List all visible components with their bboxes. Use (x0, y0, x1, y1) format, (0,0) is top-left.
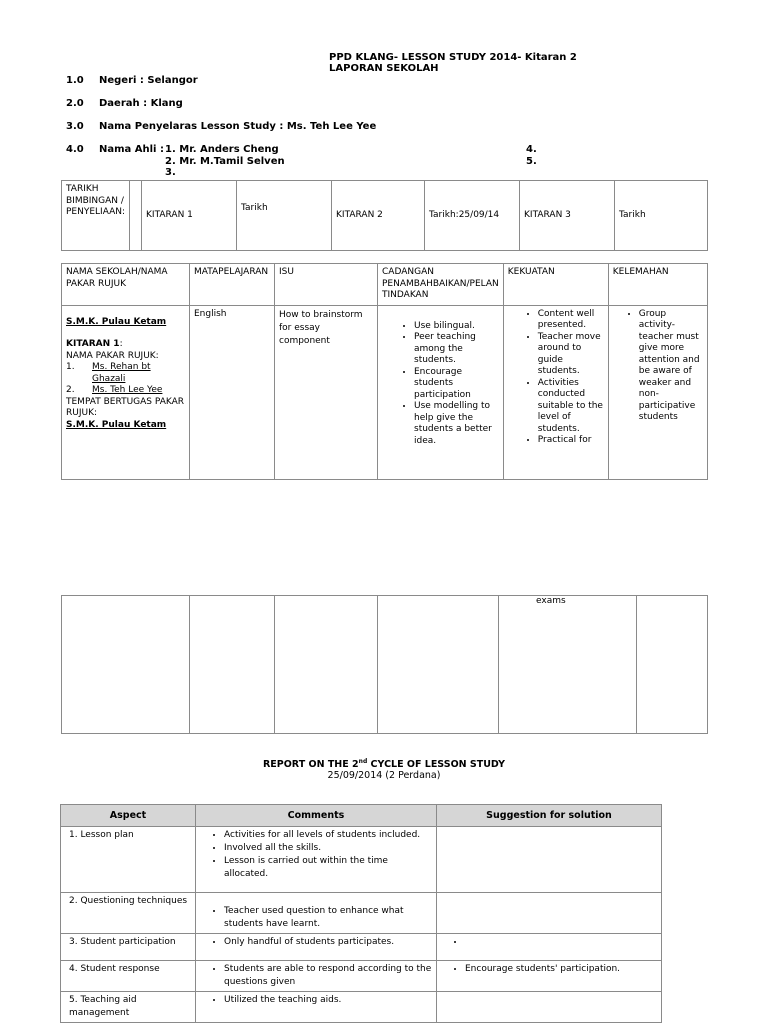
tarikh-2: Tarikh:25/09/14 (425, 181, 520, 251)
list-item: • Teacher used question to enhance what students have learnt. (224, 905, 432, 931)
header-cell: MATAPELAJARAN (190, 264, 275, 306)
main-table (61, 263, 708, 480)
report-title-sup: nd (358, 758, 368, 765)
kekuatan-cont: exams (499, 596, 637, 734)
ahli-3: 3. (165, 167, 176, 178)
list-item: • Involved all the skills. (224, 842, 432, 855)
school-name: S.M.K. Pulau Ketam (66, 316, 167, 327)
item-number: 1.0 (66, 75, 84, 86)
list-item: • Lesson is carried out within the time allocated. (224, 855, 432, 881)
report-header: Suggestion for solution (437, 805, 662, 827)
report-header: Aspect (61, 805, 196, 827)
header-cell: CADANGAN PENAMBAHBAIKAN/PELAN TINDAKAN (378, 264, 504, 306)
pakar-label: NAMA PAKAR RUJUK: (66, 350, 159, 361)
list-item (465, 936, 657, 949)
ahli-4: 4. (526, 144, 537, 155)
report-header: Comments (196, 805, 437, 827)
school-cell (62, 305, 190, 479)
ahli-label: Nama Ahli : (99, 144, 164, 155)
empty-cell (62, 596, 190, 734)
colon: : (119, 339, 123, 349)
report-table (60, 804, 662, 1023)
isu-cell: How to brainstorm for essay component (275, 305, 378, 479)
tempat-name: S.M.K. Pulau Ketam (66, 419, 167, 430)
tarikh-3: Tarikh (615, 181, 708, 251)
list-number: 1. (66, 362, 75, 372)
aspect-cell: 4. Student response (61, 961, 196, 992)
table-row (61, 893, 662, 934)
comments-cell (196, 893, 437, 934)
negeri-text: Negeri : Selangor (99, 75, 198, 86)
empty-cell (637, 596, 708, 734)
list-item: • Teacher move around to guide students. (538, 332, 604, 378)
ahli-1: 1. Mr. Anders Cheng (165, 144, 279, 155)
list-item: • Use modelling to help give the students a better idea. (414, 401, 499, 447)
list-item: • Utilized the teaching aids. (224, 994, 432, 1007)
item-number: 4.0 (66, 144, 84, 155)
list-item: • Encourage students' participation. (465, 963, 657, 976)
header-cell: ISU (275, 264, 378, 306)
tempat-label: TEMPAT BERTUGAS PAKAR RUJUK: (66, 396, 185, 418)
report-subtitle: 25/09/2014 (2 Perdana) (327, 770, 441, 781)
schedule-table (61, 180, 708, 251)
report-title-post: CYCLE OF LESSON STUDY (367, 759, 506, 771)
pakar-1: Ms. Rehan bt Ghazali (92, 362, 151, 384)
list-item: • Activities for all levels of students included. (224, 829, 432, 842)
empty-cell (275, 596, 378, 734)
table-row (61, 827, 662, 893)
suggestion-cell (437, 827, 662, 893)
doc-title: PPD KLANG- LESSON STUDY 2014- Kitaran 2 (329, 52, 577, 63)
kekuatan-cell (503, 305, 608, 479)
suggestion-cell (437, 934, 662, 961)
item-number: 2.0 (66, 98, 84, 109)
comments-cell (196, 992, 437, 1023)
ahli-2: 2. Mr. M.Tamil Selven (165, 156, 285, 167)
kelemahan-cell (608, 305, 707, 479)
daerah-text: Daerah : Klang (99, 98, 183, 109)
subject-cell: English (190, 305, 275, 479)
doc-subtitle: LAPORAN SEKOLAH (329, 63, 439, 74)
comments-cell (196, 934, 437, 961)
suggestion-cell (437, 893, 662, 934)
empty-cell (190, 596, 275, 734)
header-cell: KEKUATAN (503, 264, 608, 306)
list-item: • Content well presented. (538, 309, 604, 332)
table-row (61, 961, 662, 992)
ahli-5: 5. (526, 156, 537, 167)
list-item: • Practical for (538, 435, 604, 447)
table-row (61, 992, 662, 1023)
suggestion-cell (437, 992, 662, 1023)
aspect-cell: 3. Student participation (61, 934, 196, 961)
tarikh-1: Tarikh (237, 181, 332, 251)
kitaran-1: KITARAN 1 (142, 181, 237, 251)
schedule-label: TARIKH BIMBINGAN / PENYELIAAN: (62, 181, 130, 251)
suggestion-cell (437, 961, 662, 992)
main-table-continued (61, 595, 708, 734)
list-item: • Activities conducted suitable to the level of students. (538, 378, 604, 436)
comments-cell (196, 961, 437, 992)
item-number: 3.0 (66, 121, 84, 132)
list-item: • Group activity- teacher must give more attention and be aware of weaker and non-participative students (639, 309, 703, 424)
header-cell: KELEMAHAN (608, 264, 707, 306)
list-item: • Use bilingual. (414, 321, 499, 333)
comments-cell (196, 827, 437, 893)
list-item: • Only handful of students participates. (224, 936, 432, 949)
empty-cell (378, 596, 499, 734)
penyelaras-text: Nama Penyelaras Lesson Study : Ms. Teh Lee Yee (99, 121, 377, 132)
pakar-2: Ms. Teh Lee Yee (92, 385, 163, 395)
list-item: • Encourage students participation (414, 367, 499, 402)
kitaran-label: KITARAN 1 (66, 339, 120, 349)
report-title-pre: REPORT ON THE 2 (262, 759, 359, 771)
aspect-cell: 1. Lesson plan (61, 827, 196, 893)
header-cell: NAMA SEKOLAH/NAMA PAKAR RUJUK (62, 264, 190, 306)
list-item: • Peer teaching among the students. (414, 332, 499, 367)
aspect-cell: 5. Teaching aid management (61, 992, 196, 1023)
kitaran-3: KITARAN 3 (520, 181, 615, 251)
spacer-cell (130, 181, 142, 251)
cadangan-cell (378, 305, 504, 479)
table-row (61, 934, 662, 961)
list-item: • Students are able to respond according to the questions given (224, 963, 432, 989)
report-title (0, 758, 768, 770)
list-number: 2. (66, 385, 75, 395)
aspect-cell: 2. Questioning techniques (61, 893, 196, 934)
kitaran-2: KITARAN 2 (332, 181, 425, 251)
